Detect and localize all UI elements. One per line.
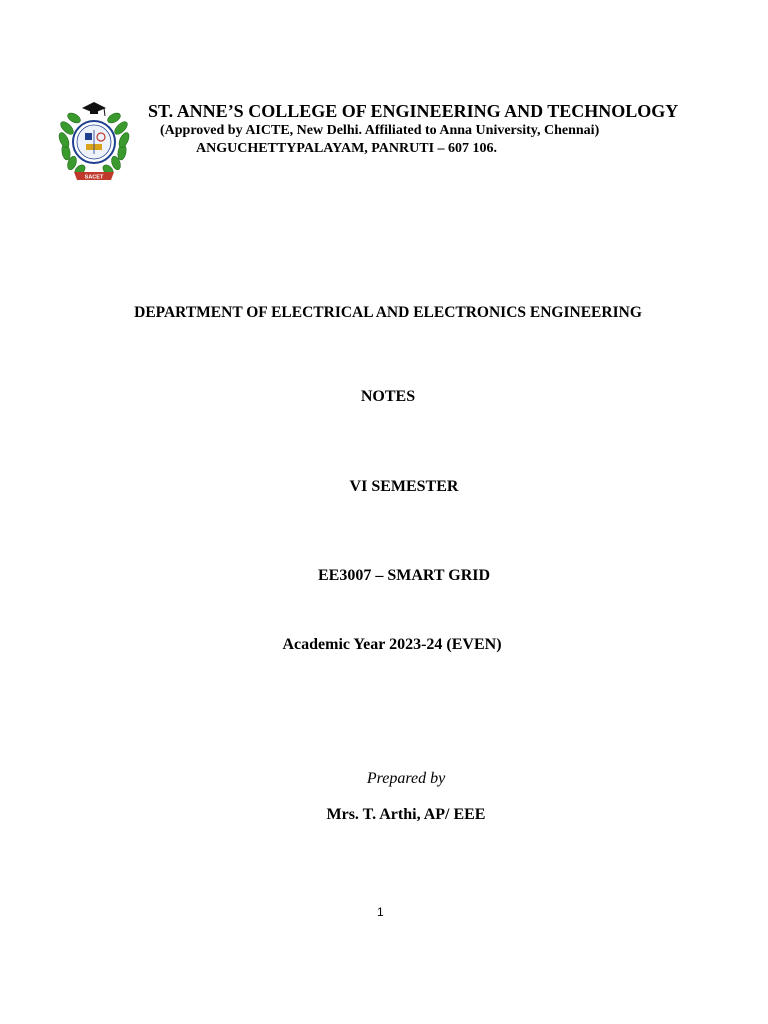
academic-year: Academic Year 2023-24 (EVEN) <box>282 636 502 653</box>
college-name: ST. ANNE’S COLLEGE OF ENGINEERING AND TECHNOLOGY <box>148 101 679 121</box>
page-number: 1 <box>377 905 384 919</box>
svg-text:SACET: SACET <box>84 174 104 181</box>
department-title: DEPARTMENT OF ELECTRICAL AND ELECTRONICS ENGINEERING <box>134 304 642 321</box>
approval-line: (Approved by AICTE, New Delhi. Affiliated to Anna University, Chennai) <box>160 123 600 138</box>
prepared-by-label: Prepared by <box>366 770 446 787</box>
document-type: NOTES <box>360 388 416 405</box>
author-name: Mrs. T. Arthi, AP/ EEE <box>326 806 486 823</box>
course-title: EE3007 – SMART GRID <box>317 567 491 584</box>
semester-label: VI SEMESTER <box>349 478 459 495</box>
college-address: ANGUCHETTYPALAYAM, PANRUTI – 607 106. <box>196 141 498 156</box>
college-emblem-icon <box>56 100 132 184</box>
